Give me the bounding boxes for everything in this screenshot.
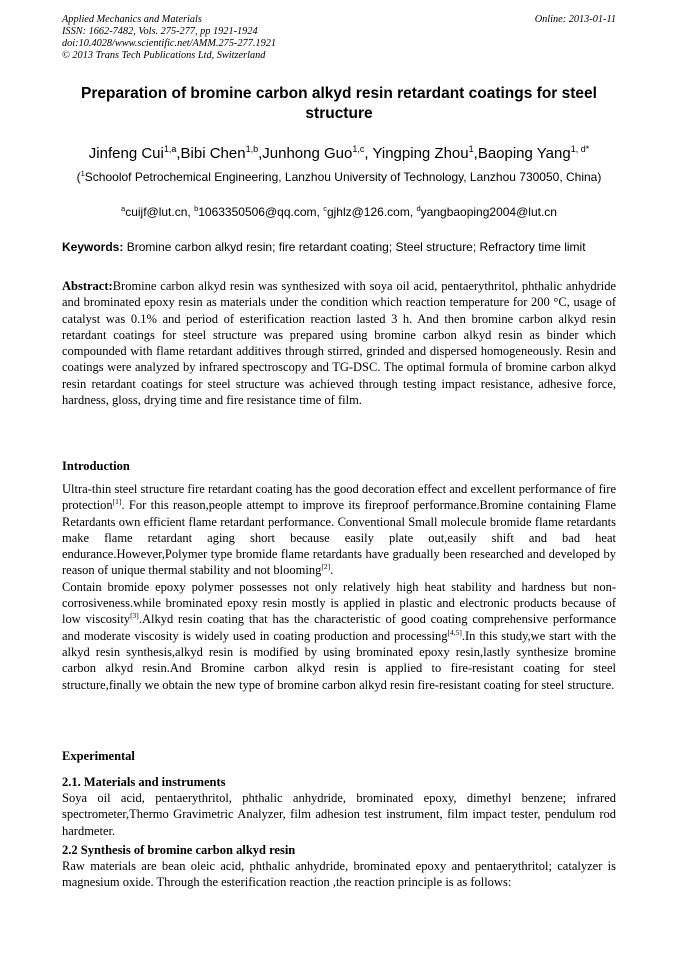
journal-issn: ISSN: 1662-7482, Vols. 275-277, pp 1921-1924 [62,26,258,37]
paragraph [62,579,616,693]
author-sep: , [364,145,373,162]
author-sep: , [176,145,181,162]
text-run: .In this study,we start with the alkyd resin synthesis,alkyd resin is modified by using brominated epoxy resin,lastly synthesize bromine carbon alkyd resin.And Bromine carbon alkyd resin is applied to fire-resistant coating for steel structure,finally we obtain the new type of bromine carbon alkyd resin fire-resistant coating for steel structure. [62,628,616,692]
email-list [62,202,616,219]
paragraph [62,481,616,579]
subsection-heading: 2.2 Synthesis of bromine carbon alkyd resin [62,843,296,857]
email-link[interactable]: yangbaoping2004@lut.cn [420,205,557,219]
email-sup: c [323,204,327,213]
section-heading-introduction: Introduction [62,459,130,473]
keywords [62,240,622,254]
text-run: Ultra-thin steel structure fire retardant coating has the good decoration effect and excellent performance of fire protection [62,482,616,513]
keywords-text: Bromine carbon alkyd resin; fire retardant coating; Steel structure; Refractory time limit [123,240,586,254]
synthesis-text: Raw materials are bean oleic acid, phthalic anhydride, brominated epoxy and pentaerythritol; catalyzer is magnesium oxide. Through the esterification reaction ,the reaction principle is as follows: [62,859,616,890]
materials-text: Soya oil acid, pentaerythritol, phthalic anhydride, brominated epoxy, dimethyl benzene; infrared spectrometer,Thermo Gravimetric Analyzer, film adhesion test instrument, film impact tester, pendulum rod hardmeter. [62,791,616,838]
abstract-text: Bromine carbon alkyd resin was synthesized with soya oil acid, pentaerythritol, phthalic anhydride and brominated epoxy resin as materials under the condition which reaction temperature for 200 °C, usage of catalyst was 0.1% and period of esterification reaction lasted 3 h. And then bromine carbon alkyd resin retardant coatings for steel structure was prepared using bromine carbon alkyd resin as binder which compounded with flame retardant additives through stirred, grinded and dispersed homogeneously. Resin and coatings were analyzed by infrared spectroscopy and TG-DSC. The optimal formula of bromine carbon alkyd resin retardant coatings for steel structure was achieved through testing impact resistance, adhesive force, hardness, gloss, drying time and fire resistance time of film. [62,279,616,408]
section-heading-experimental: Experimental [62,749,135,763]
author-sup: 1, d* [570,144,590,154]
introduction-body [62,481,616,693]
email-link[interactable]: 1063350506@qq.com, [198,205,324,219]
author: Bibi Chen [180,145,246,162]
citation[interactable]: [3] [130,611,139,621]
text-run: .Alkyd resin coating that has the characteristic of good coating comprehensive performance and moderate viscosity is widely used in coating production and processing [62,612,616,643]
journal-copyright: © 2013 Trans Tech Publications Ltd, Switzerland [62,50,266,61]
subsection-heading: 2.1. Materials and instruments [62,775,226,789]
author-sep: , [258,145,263,162]
journal-header [62,14,616,62]
author-list [62,140,616,163]
author: Yingping Zhou [372,145,469,162]
text-run: Contain bromide epoxy polymer possesses not only relatively high heat stability and hardness but non-corrosiveness.while brominated epoxy resin mostly is applied in plastic and electronic products because of low viscosity [62,579,616,627]
journal-doi: doi:10.4028/www.scientific.net/AMM.275-277.1921 [62,38,277,49]
keywords-label: Keywords: [62,240,124,254]
author-sup: 1,c [352,144,365,154]
email-sup: d [416,204,421,213]
abstract [62,278,616,408]
citation[interactable]: [4,5] [447,627,462,637]
text-run: . [330,563,334,578]
author-sup: 1 [468,144,474,154]
text-run: . For this reason,people attempt to improve its fireproof performance.Bromine containing Flame Retardants own efficient flame retardant performance. Conventional Small molecule bromide flame retardants make flame retardant aging short because easily plate out,easily shift and bad heat endurance.However,Polymer type bromide flame retardants have gradually been researched and developed by reason of unique thermal stability and not blooming [62,498,616,578]
author: Jinfeng Cui [88,145,164,162]
email-link[interactable]: gjhlz@126.com, [326,205,417,219]
author-sup: 1,b [245,144,259,154]
abstract-label: Abstract: [62,279,113,293]
affiliation-text: Schoolof Petrochemical Engineering, Lanzhou University of Technology, Lanzhou 730050, China) [84,170,602,184]
affiliation-paren: ( [76,170,81,184]
author-sep: , [473,145,478,162]
author-sup: 1,a [163,144,177,154]
author: Junhong Guo [262,145,353,162]
author: Baoping Yang [477,145,571,162]
affiliation [74,166,604,185]
email-sup: a [121,204,126,213]
paper-title: Preparation of bromine carbon alkyd resin retardant coatings for steel structure [81,85,597,122]
online-date: Online: 2013-01-11 [534,14,616,25]
citation[interactable]: [1] [112,497,122,507]
email-sup: b [194,204,199,213]
affiliation-sup: 1 [80,169,85,178]
citation[interactable]: [2] [321,562,331,572]
journal-name: Applied Mechanics and Materials [62,14,202,25]
email-link[interactable]: cuijf@lut.cn, [125,205,195,219]
